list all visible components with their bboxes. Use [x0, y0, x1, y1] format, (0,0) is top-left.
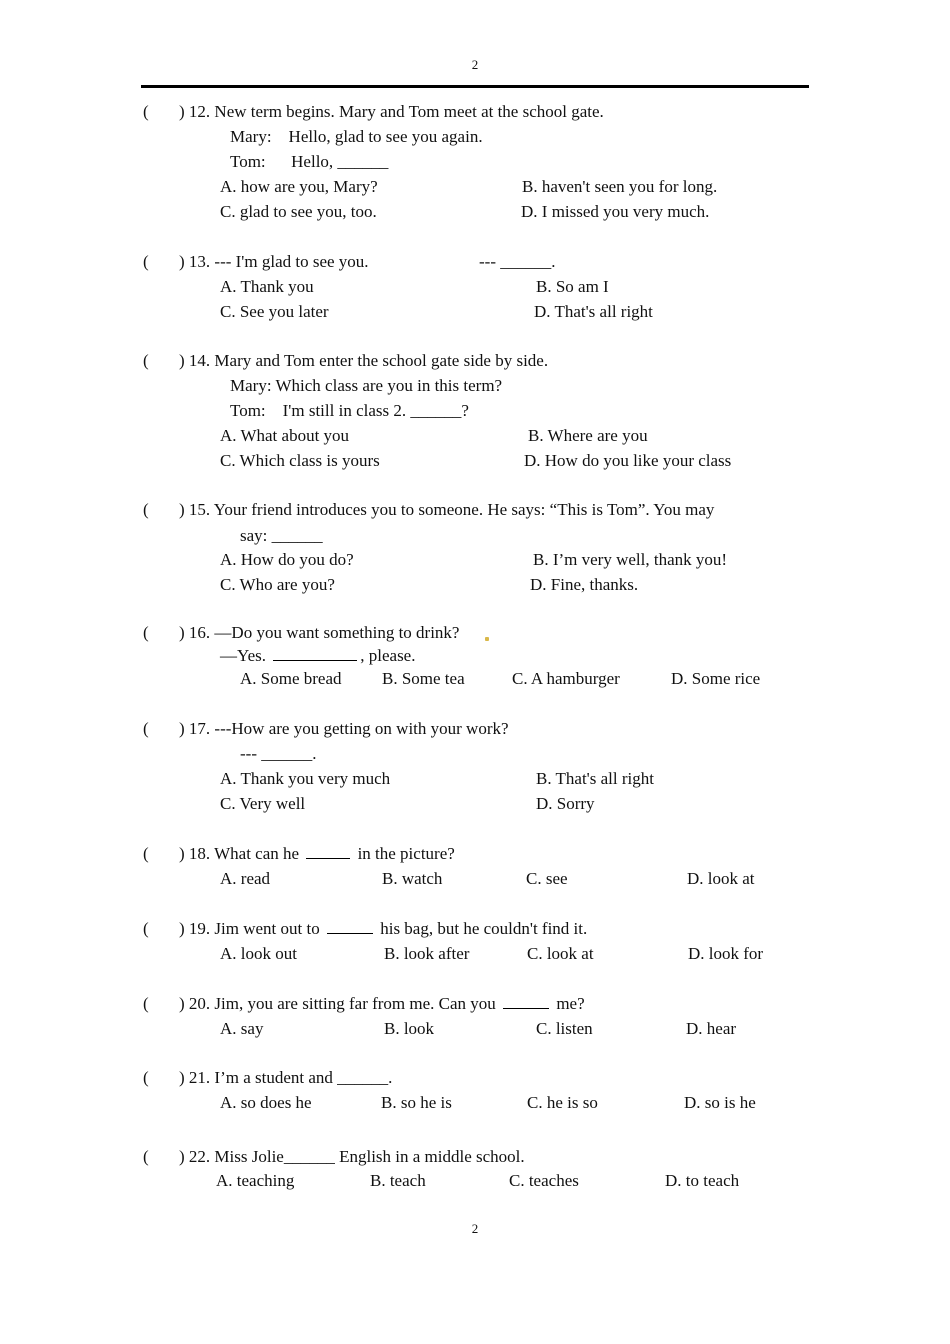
option-a: A. What about you: [220, 426, 350, 445]
question-stem: ) 12. New term begins. Mary and Tom meet at the school gate.: [179, 102, 604, 121]
option-c: C. See you later: [220, 302, 329, 321]
option-b: B. Where are you: [528, 426, 648, 445]
option-d: D. look at: [687, 869, 755, 888]
option-b: B. watch: [382, 869, 443, 888]
option-b: B. I’m very well, thank you!: [533, 550, 728, 569]
answer-paren: (: [143, 623, 149, 642]
option-b: B. so he is: [381, 1093, 452, 1112]
answer-paren: (: [143, 1147, 149, 1166]
answer-paren: (: [143, 994, 149, 1013]
option-b: B. look: [384, 1019, 435, 1038]
option-c: C. look at: [527, 944, 594, 963]
question-stem: ) 16. —Do you want something to drink?: [179, 623, 460, 642]
option-a: A. read: [220, 869, 271, 888]
option-c: C. teaches: [509, 1171, 579, 1190]
question-stem: ) 21. I’m a student and ______.: [179, 1068, 393, 1087]
question-stem: ) 15. Your friend introduces you to someone. He says: “This is Tom”. You may: [179, 500, 715, 519]
dialogue-line: --- ______.: [240, 744, 317, 763]
option-c: C. Very well: [220, 794, 306, 813]
option-a: A. teaching: [216, 1171, 295, 1190]
dialogue-line: --- ______.: [479, 252, 556, 271]
answer-paren: (: [143, 719, 149, 738]
option-d: D. look for: [688, 944, 764, 963]
answer-paren: (: [143, 844, 149, 863]
answer-paren: (: [143, 919, 149, 938]
page-number-bottom: 2: [471, 1221, 479, 1236]
option-b: B. So am I: [536, 277, 609, 296]
blank-line: [273, 646, 357, 661]
question-stem: ) 14. Mary and Tom enter the school gate side by side.: [179, 351, 549, 370]
option-b: B. haven't seen you for long.: [522, 177, 718, 196]
header-rule: [141, 85, 809, 88]
option-b: B. Some tea: [382, 669, 465, 688]
option-d: D. Sorry: [536, 794, 595, 813]
option-c: C. he is so: [527, 1093, 598, 1112]
option-a: A. so does he: [220, 1093, 312, 1112]
dialogue-line: Mary: Which class are you in this term?: [230, 376, 503, 395]
dialogue-line: Tom: Hello, ______: [230, 152, 389, 171]
option-d: D. Some rice: [671, 669, 761, 688]
option-c: C. Who are you?: [220, 575, 335, 594]
option-c: C. listen: [536, 1019, 593, 1038]
option-c: C. see: [526, 869, 568, 888]
option-a: A. how are you, Mary?: [220, 177, 378, 196]
question-stem: ) 19. Jim went out to his bag, but he couldn't find it.: [179, 919, 588, 938]
option-c: C. A hamburger: [512, 669, 620, 688]
option-d: D. How do you like your class: [524, 451, 732, 470]
question-stem-cont: say: ______: [240, 526, 323, 545]
option-d: D. I missed you very much.: [521, 202, 710, 221]
option-a: A. Thank you very much: [220, 769, 391, 788]
question-stem: ) 20. Jim, you are sitting far from me. Can you me?: [179, 994, 585, 1013]
option-d: D. That's all right: [534, 302, 653, 321]
option-b: B. That's all right: [536, 769, 654, 788]
option-d: D. to teach: [665, 1171, 740, 1190]
answer-paren: (: [143, 351, 149, 370]
option-a: A. Some bread: [240, 669, 342, 688]
question-stem: ) 22. Miss Jolie______ English in a middle school.: [179, 1147, 525, 1166]
answer-paren: (: [143, 1068, 149, 1087]
answer-paren: (: [143, 102, 149, 121]
blank-line: [306, 844, 350, 859]
question-stem: ) 17. ---How are you getting on with your work?: [179, 719, 509, 738]
answer-paren: (: [143, 500, 149, 519]
dialogue-line: Mary: Hello, glad to see you again.: [230, 127, 483, 146]
question-stem: ) 13. --- I'm glad to see you.: [179, 252, 369, 271]
option-a: A. say: [220, 1019, 264, 1038]
option-b: B. teach: [370, 1171, 426, 1190]
option-a: A. How do you do?: [220, 550, 354, 569]
blank-line: [503, 994, 549, 1009]
answer-paren: (: [143, 252, 149, 271]
option-d: D. so is he: [684, 1093, 756, 1112]
option-d: D. hear: [686, 1019, 737, 1038]
option-c: C. Which class is yours: [220, 451, 380, 470]
question-stem: ) 18. What can he in the picture?: [179, 844, 455, 863]
stray-mark: [485, 637, 489, 641]
blank-line: [327, 919, 373, 934]
option-b: B. look after: [384, 944, 470, 963]
option-a: A. Thank you: [220, 277, 314, 296]
option-c: C. glad to see you, too.: [220, 202, 377, 221]
option-d: D. Fine, thanks.: [530, 575, 639, 594]
dialogue-line: Tom: I'm still in class 2. ______?: [230, 401, 469, 420]
dialogue-line: —Yes. , please.: [220, 646, 416, 665]
page-number-top: 2: [471, 57, 479, 72]
option-a: A. look out: [220, 944, 297, 963]
